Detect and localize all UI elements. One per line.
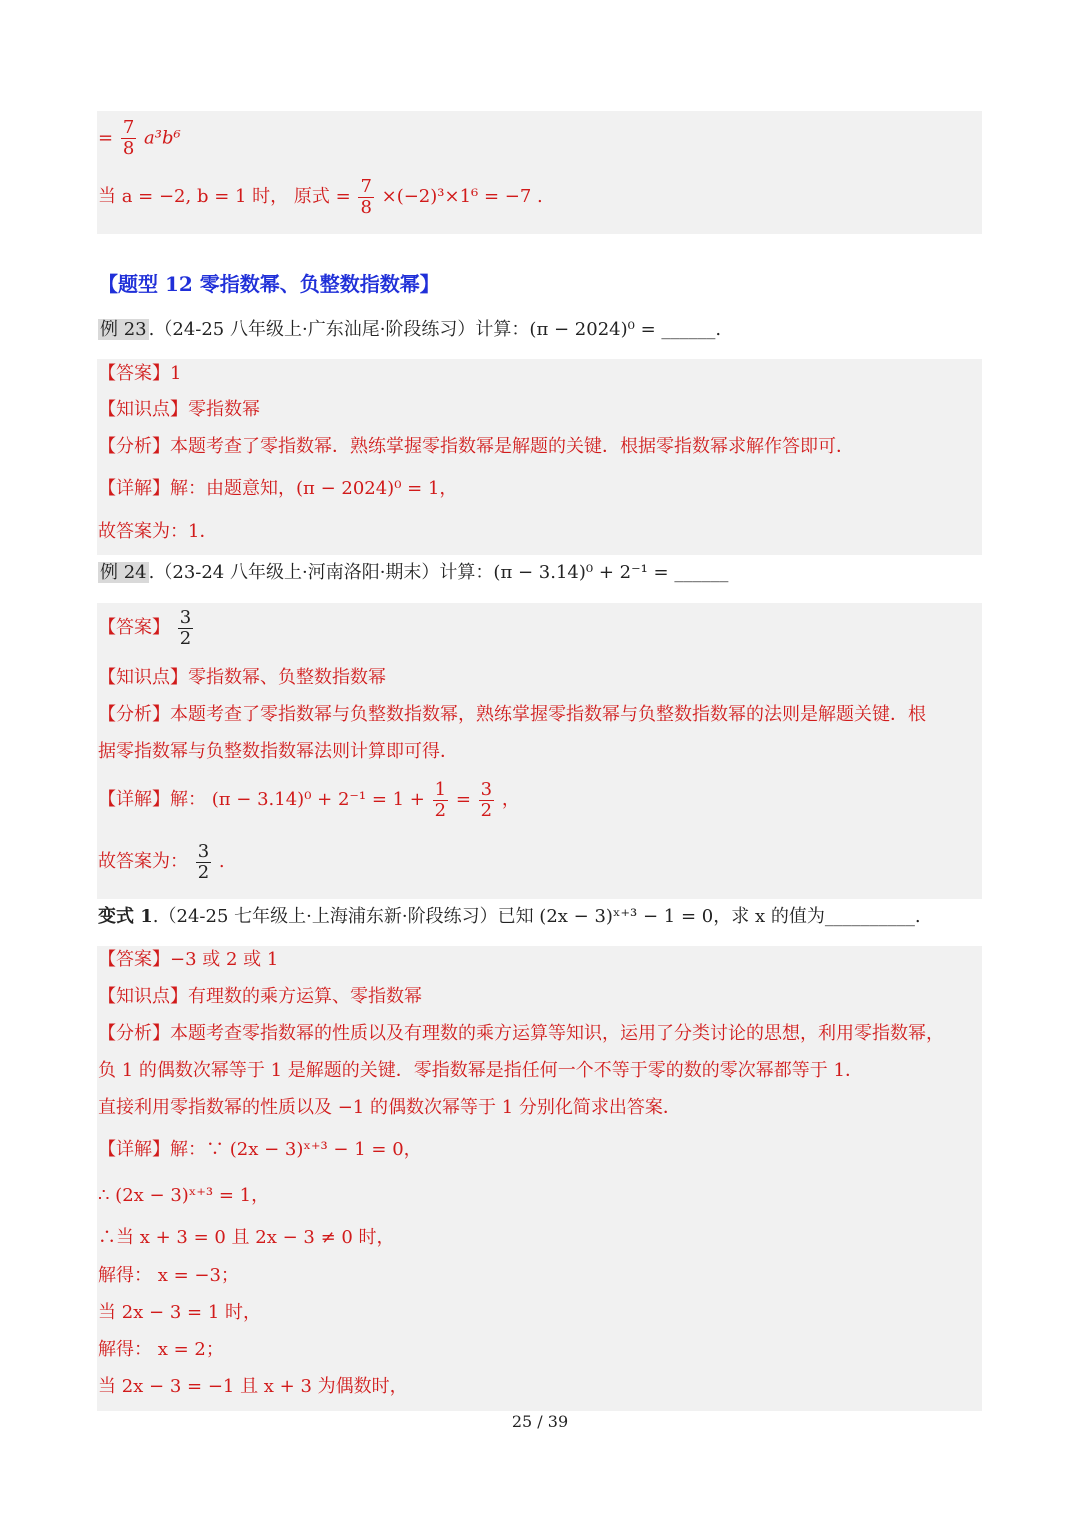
var1-analysis-3: 直接利用零指数幂的性质以及 −1 的偶数次幂等于 1 分别化简求出答案． [98, 1097, 681, 1118]
eq-sign: = [455, 789, 471, 810]
var1-answer: 【答案】−3 或 2 或 1 [98, 949, 279, 970]
fraction [433, 780, 448, 821]
variation-1-question [98, 905, 921, 929]
fraction [196, 842, 211, 883]
example-label: 例 24 [100, 562, 147, 583]
var1-detail: 【详解】解：∵ (2x − 3)ˣ⁺³ − 1 = 0， [98, 1139, 422, 1160]
var1-analysis-1: 【分析】本题考查零指数幂的性质以及有理数的乘方运算等知识，运用了分类讨论的思想，利用零指数幂， [98, 1023, 944, 1044]
ex24-detail [98, 778, 520, 822]
denominator: 2 [434, 799, 447, 821]
expression: ×(−2)³×1⁶ = −7 . [381, 186, 543, 207]
example-label: 例 23 [100, 319, 147, 340]
numerator: 3 [179, 606, 192, 628]
ex23-knowledge: 【知识点】零指数幂 [98, 399, 260, 420]
example-24-question [98, 561, 728, 585]
punctuation: . [218, 851, 225, 872]
ex23-detail: 【详解】解：由题意知，(π − 2024)⁰ = 1， [98, 478, 458, 499]
condition-text: 当 a = −2, b = 1 时， 原式 = [98, 186, 351, 207]
var1-step-3: 解得： x = −3； [98, 1265, 239, 1286]
numerator: 7 [122, 117, 135, 138]
eq-sign: = [98, 127, 114, 149]
denominator: 8 [360, 196, 372, 218]
fraction [121, 118, 136, 159]
prev-solution-line1 [98, 118, 181, 159]
var1-step-6: 当 2x − 3 = −1 且 x + 3 为偶数时， [98, 1376, 408, 1397]
fraction [178, 608, 193, 649]
fraction [479, 780, 494, 821]
var1-step-2: ∴当 x + 3 = 0 且 2x − 3 ≠ 0 时， [98, 1227, 395, 1248]
page-number: 25 / 39 [511, 1412, 569, 1431]
numerator: 7 [360, 175, 372, 197]
var1-step-5: 解得： x = 2； [98, 1339, 224, 1360]
numerator: 1 [434, 778, 447, 800]
fraction [358, 177, 373, 218]
ex24-answer [98, 606, 195, 650]
detail-text: 【详解】解： (π − 3.14)⁰ + 2⁻¹ = 1 + [98, 789, 425, 810]
conclusion-text: 故答案为： [98, 851, 188, 872]
var1-analysis-2: 负 1 的偶数次幂等于 1 是解题的关键．零指数幂是指任何一个不等于零的数的零次幂都等于 1． [98, 1060, 863, 1081]
answer-label: 【答案】 [98, 617, 170, 638]
question-text: .（24-25 七年级上·上海浦东新·阶段练习）已知 (2x − 3)ˣ⁺³ − 1 = 0，求 x 的值为__________. [152, 906, 921, 927]
denominator: 2 [480, 799, 493, 821]
denominator: 2 [197, 861, 210, 883]
punctuation: ， [501, 789, 520, 810]
var1-step-1: ∴ (2x − 3)ˣ⁺³ = 1， [98, 1185, 270, 1206]
ex24-analysis-2: 据零指数幂与负整数指数幂法则计算即可得． [98, 741, 458, 762]
variation-1-solution-block [97, 946, 982, 1411]
expression: a³b⁶ [144, 127, 181, 149]
prev-solution-line2 [98, 175, 543, 219]
ex23-conclusion: 故答案为：1． [98, 521, 218, 542]
ex23-answer: 【答案】1 [98, 363, 182, 384]
numerator: 3 [480, 778, 493, 800]
question-text: .（23-24 八年级上·河南洛阳·期末）计算：(π − 3.14)⁰ + 2⁻¹ = ______ [148, 562, 729, 583]
example-23-question [98, 318, 721, 342]
numerator: 3 [197, 840, 210, 862]
ex24-analysis-1: 【分析】本题考查了零指数幂与负整数指数幂，熟练掌握零指数幂与负整数指数幂的法则是解题关键．根 [98, 704, 926, 725]
section-heading: 【题型 12 零指数幂、负整数指数幂】 [98, 272, 440, 296]
ex24-knowledge: 【知识点】零指数幂、负整数指数幂 [98, 667, 386, 688]
var1-step-4: 当 2x − 3 = 1 时， [98, 1302, 262, 1323]
var1-knowledge: 【知识点】有理数的乘方运算、零指数幂 [98, 986, 422, 1007]
ex24-conclusion [98, 840, 225, 884]
ex23-analysis: 【分析】本题考查了零指数幂．熟练掌握零指数幂是解题的关键．根据零指数幂求解作答即可． [98, 436, 854, 457]
question-text: .（24-25 八年级上·广东汕尾·阶段练习）计算：(π − 2024)⁰ = ______. [148, 319, 722, 340]
denominator: 2 [179, 627, 192, 649]
variation-label: 变式 1 [98, 906, 153, 927]
denominator: 8 [122, 138, 135, 159]
